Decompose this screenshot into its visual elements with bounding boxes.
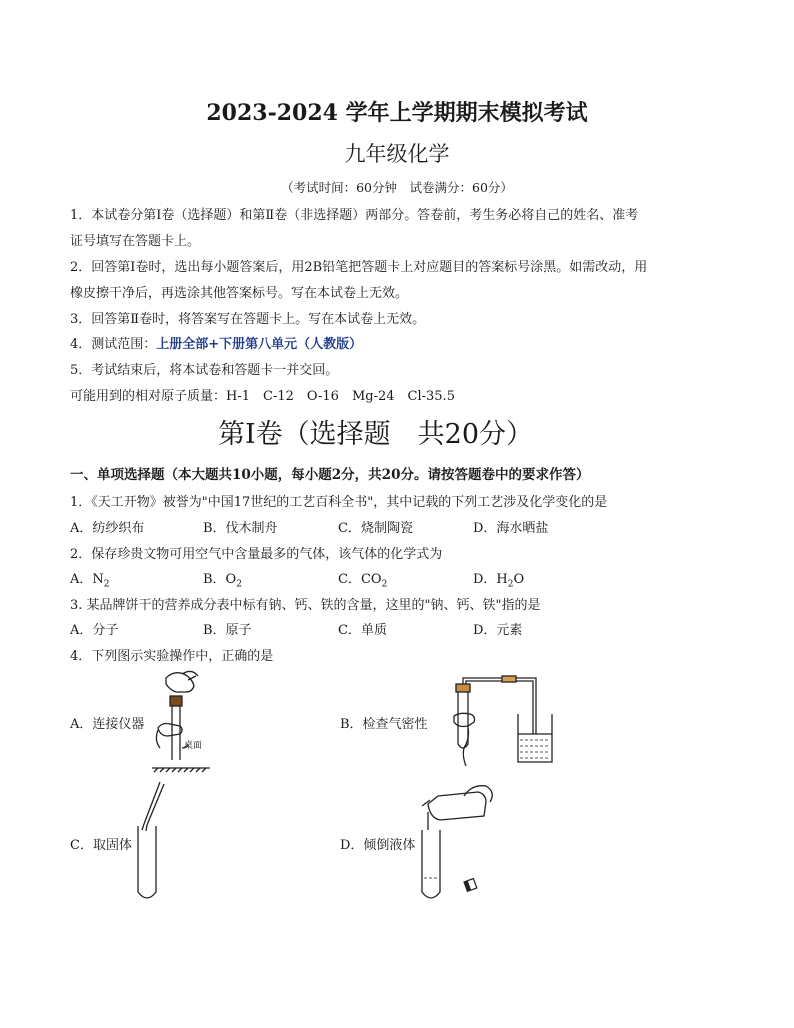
instruction-3: 3．回答第Ⅱ卷时，将答案写在答题卡上。写在本试卷上无效。	[70, 312, 426, 327]
q2-option-b-subscript: 2	[236, 579, 242, 590]
part-heading: 一、单项选择题（本大题共10小题，每小题2分，共20分。请按答题卷中的要求作答）	[70, 467, 590, 483]
atomic-masses: 可能用到的相对原子质量：H-1 C-12 O-16 Mg-24 Cl-35.5	[70, 389, 455, 404]
instruction-2-line-1: 2．回答第Ⅰ卷时，选出每小题答案后，用2B铅笔把答题卡上对应题目的答案标号涂黑。如需改动，用	[70, 260, 648, 275]
illustration-airtightness-check	[446, 674, 556, 768]
q3-option-a[interactable]: A．分子	[70, 623, 119, 638]
q1-option-a[interactable]: A．纺纱织布	[70, 521, 145, 536]
q2-option-a-subscript: 2	[103, 579, 110, 590]
q2-option-b[interactable]	[203, 568, 242, 590]
illustration-connect-apparatus	[148, 668, 218, 776]
test-scope: 上册全部+下册第八单元（人教版）	[156, 337, 363, 352]
exam-title: 2023-2024 学年上学期期末模拟考试	[206, 100, 588, 126]
q2-option-c-subscript: 2	[381, 579, 388, 590]
q2-option-d[interactable]	[473, 568, 524, 590]
instruction-1-line-2: 证号填写在答题卡上。	[70, 234, 201, 249]
instruction-4-prefix: 4．测试范围：	[70, 337, 157, 352]
q2-option-d-text: D．H	[473, 572, 508, 587]
section-title: 第Ⅰ卷（选择题 共20分）	[218, 419, 534, 450]
illustration-pour-liquid	[414, 782, 504, 904]
q2-option-d-tail: O	[513, 572, 525, 587]
q2-option-c[interactable]	[338, 568, 387, 590]
q2-option-c-text: C．CO	[338, 572, 382, 587]
instruction-1-line-1: 1．本试卷分第Ⅰ卷（选择题）和第Ⅱ卷（非选择题）两部分。答卷前，考生务必将自己的姓名、准考	[70, 208, 639, 223]
q3-option-d[interactable]: D．元素	[473, 623, 523, 638]
instruction-2-line-2: 橡皮擦干净后，再选涂其他答案标号。写在本试卷上无效。	[70, 286, 409, 301]
instruction-4	[70, 333, 362, 352]
question-3-stem: 3. 某品牌饼干的营养成分表中标有钠、钙、铁的含量，这里的"钠、钙、铁"指的是	[70, 598, 541, 613]
q4-option-d[interactable]: D．倾倒液体	[340, 838, 416, 853]
q2-option-d-subscript: 2	[507, 579, 514, 590]
question-2-stem: 2．保存珍贵文物可用空气中含量最多的气体，该气体的化学式为	[70, 547, 443, 562]
q2-option-a-text: A．N	[70, 572, 104, 587]
illustration-take-solid	[130, 780, 170, 904]
q1-option-b[interactable]: B．伐木制舟	[203, 521, 278, 536]
question-1-stem: 1．《天工开物》被誉为"中国17世纪的工艺百科全书"，其中记载的下列工艺涉及化学变化的是	[70, 495, 608, 510]
q3-option-c[interactable]: C．单质	[338, 623, 387, 638]
q2-option-b-text: B．O	[203, 572, 237, 587]
q1-option-c[interactable]: C．烧制陶瓷	[338, 521, 413, 536]
q3-option-b[interactable]: B．原子	[203, 623, 252, 638]
q4-option-b[interactable]: B．检查气密性	[340, 717, 428, 732]
q2-option-a[interactable]	[70, 568, 110, 590]
instruction-5: 5．考试结束后，将本试卷和答题卡一并交回。	[70, 363, 339, 378]
q4-option-a[interactable]: A．连接仪器	[70, 717, 145, 732]
q4-option-c[interactable]: C．取固体	[70, 838, 132, 853]
q1-option-d[interactable]: D．海水晒盐	[473, 521, 549, 536]
exam-subtitle: 九年级化学	[344, 142, 450, 166]
exam-time-info: （考试时间：60分钟 试卷满分：60分）	[281, 180, 513, 195]
question-4-stem: 4．下列图示实验操作中，正确的是	[70, 649, 274, 664]
table-label: 桌面	[184, 741, 203, 751]
